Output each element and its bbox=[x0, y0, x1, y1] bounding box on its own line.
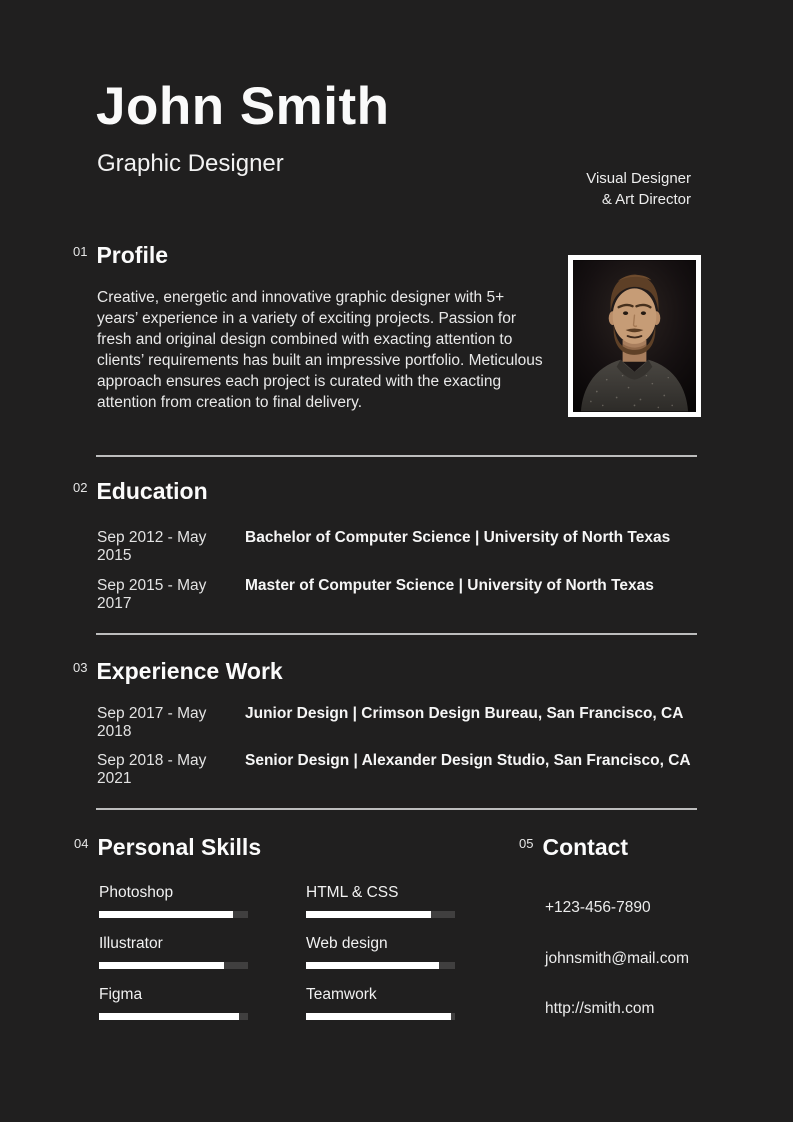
education-description: Master of Computer Science | University of North Texas bbox=[245, 577, 654, 594]
section-heading-education bbox=[73, 479, 208, 504]
education-description: Bachelor of Computer Science | University of North Texas bbox=[245, 529, 671, 546]
skill-item bbox=[99, 935, 248, 969]
skill-label: Photoshop bbox=[99, 884, 174, 901]
profile-photo bbox=[573, 260, 696, 412]
section-divider bbox=[96, 808, 697, 810]
skill-label: Illustrator bbox=[99, 935, 163, 952]
section-title-profile: Profile bbox=[96, 242, 169, 268]
education-period: Sep 2015 - May 2017 bbox=[97, 577, 207, 612]
experience-row bbox=[97, 705, 697, 741]
skill-bar bbox=[99, 1013, 248, 1020]
contact-list bbox=[545, 899, 745, 1051]
tagline-line-1: Visual Designer bbox=[586, 170, 691, 187]
skill-item bbox=[306, 935, 455, 969]
skill-bar-fill bbox=[306, 1013, 451, 1020]
skill-item bbox=[99, 884, 248, 918]
section-heading-profile bbox=[73, 243, 168, 268]
section-heading-skills bbox=[74, 835, 261, 860]
skill-bar bbox=[99, 911, 248, 918]
experience-row bbox=[97, 752, 697, 788]
experience-description: Junior Design | Crimson Design Bureau, San Francisco, CA bbox=[245, 705, 684, 722]
contact-phone: +123-456-7890 bbox=[545, 899, 651, 916]
section-number-experience: 03 bbox=[73, 660, 88, 675]
person-job-title: Graphic Designer bbox=[97, 150, 284, 177]
section-title-skills: Personal Skills bbox=[97, 834, 262, 860]
experience-period: Sep 2018 - May 2021 bbox=[97, 752, 207, 787]
section-title-experience: Experience Work bbox=[96, 658, 283, 684]
skill-label: Figma bbox=[99, 986, 143, 1003]
skill-label: Teamwork bbox=[306, 986, 377, 1003]
skill-bar-fill bbox=[99, 911, 233, 918]
section-heading-experience bbox=[73, 659, 283, 684]
skill-bar-fill bbox=[306, 911, 431, 918]
profile-text: Creative, energetic and innovative graphic designer with 5+ years’ experience in a variety of exciting projects. Passion for fresh and original design combined with exacting attention to clients’ requirements has built an impressive portfolio. Meticulous approach ensures each project is curated with the exacting attention from creation to final delivery. bbox=[97, 289, 543, 411]
skill-bar-fill bbox=[306, 962, 439, 969]
profile-photo-frame bbox=[568, 255, 701, 417]
section-number-skills: 04 bbox=[74, 836, 89, 851]
skill-item bbox=[306, 986, 455, 1020]
person-name: John Smith bbox=[96, 77, 390, 136]
section-number-profile: 01 bbox=[73, 244, 88, 259]
skill-bar-fill bbox=[99, 962, 224, 969]
skill-bar-fill bbox=[99, 1013, 239, 1020]
education-period: Sep 2012 - May 2015 bbox=[97, 529, 207, 564]
section-number-education: 02 bbox=[73, 480, 88, 495]
skill-item bbox=[306, 884, 455, 918]
section-heading-contact bbox=[519, 835, 628, 860]
skill-label: HTML & CSS bbox=[306, 884, 399, 901]
skill-bar bbox=[306, 1013, 455, 1020]
skill-item bbox=[99, 986, 248, 1020]
section-title-education: Education bbox=[96, 478, 208, 504]
skill-bar bbox=[306, 911, 455, 918]
skill-bar bbox=[306, 962, 455, 969]
contact-email: johnsmith@mail.com bbox=[545, 949, 690, 967]
section-divider bbox=[96, 455, 697, 457]
education-row bbox=[97, 577, 697, 613]
section-divider bbox=[96, 633, 697, 635]
tagline-line-2: & Art Director bbox=[601, 191, 691, 208]
education-row bbox=[97, 529, 697, 565]
section-number-contact: 05 bbox=[519, 836, 534, 851]
contact-website: http://smith.com bbox=[545, 1000, 655, 1017]
skill-label: Web design bbox=[306, 935, 388, 952]
skill-bar bbox=[99, 962, 248, 969]
experience-description: Senior Design | Alexander Design Studio, San Francisco, CA bbox=[245, 752, 691, 769]
experience-period: Sep 2017 - May 2018 bbox=[97, 705, 207, 740]
skills-column-right bbox=[306, 884, 455, 1037]
section-title-contact: Contact bbox=[542, 834, 629, 860]
tagline bbox=[586, 168, 691, 210]
skills-column-left bbox=[99, 884, 248, 1037]
